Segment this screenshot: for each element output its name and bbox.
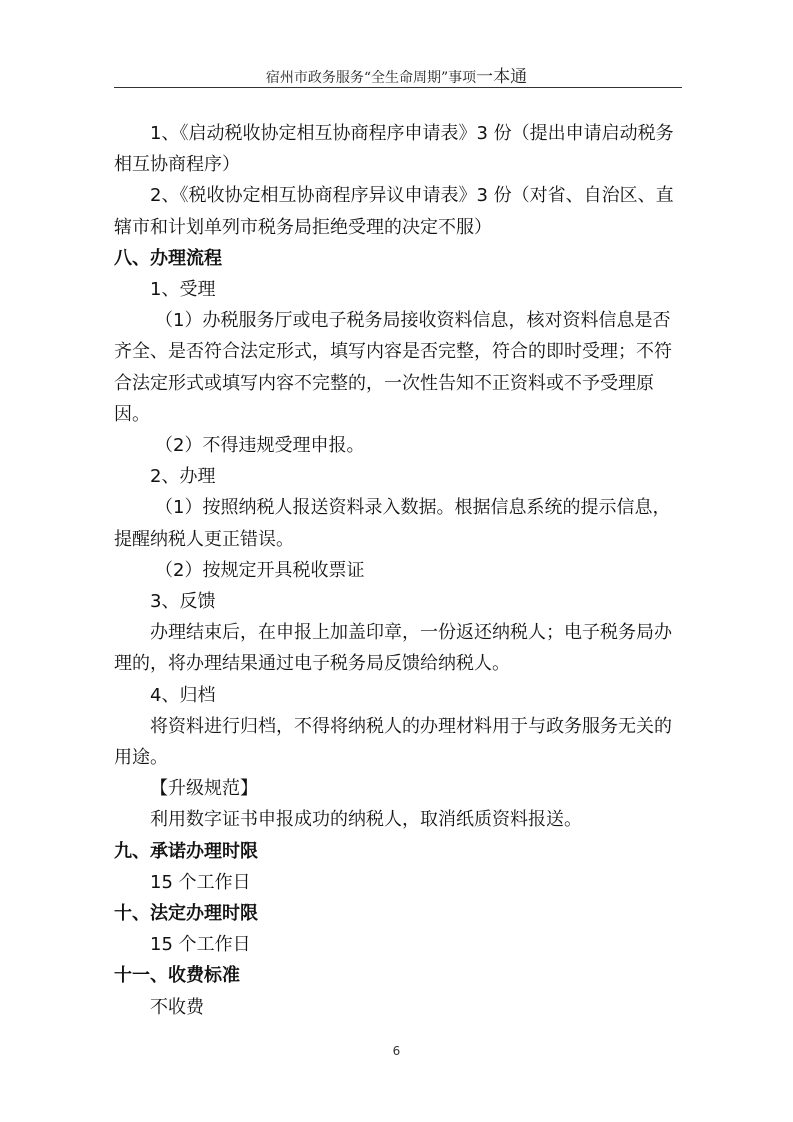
page-number: 6: [392, 1044, 401, 1058]
section-heading-9: 九、承诺办理时限: [114, 840, 258, 862]
fee-value: 不收费: [150, 996, 204, 1018]
step-heading-archive: 4、归档: [150, 684, 216, 706]
step-heading-process: 2、办理: [150, 466, 216, 488]
step-archive-text: 将资料进行归档，不得将纳税人的办理材料用于与政务服务无关的用途。: [114, 715, 672, 769]
legal-time-value: 15 个工作日: [150, 934, 251, 956]
header-text: 宿州市政务服务“全生命周期”事项: [265, 70, 477, 86]
header-text-large: 一本通: [476, 67, 528, 87]
step-feedback-text: 办理结束后，在申报上加盖印章，一份返还纳税人；电子税务局办理的，将办理结果通过电子税务局反馈给纳税人。: [114, 622, 672, 675]
section-heading-11: 十一、收费标准: [114, 965, 240, 987]
step-process-item-1: （1）按照纳税人报送资料录入数据。根据信息系统的提示信息，提醒纳税人更正错误。: [114, 497, 671, 550]
step-accept-item-1: （1）办税服务厅或电子税务局接收资料信息，核对资料信息是否齐全、是否符合法定形式，填写内容是否完整，符合的即时受理；不符合法定形式或填写内容不完整的，一次性告知不正资料或不予受理原因。: [114, 310, 672, 425]
section-heading-10: 十、法定办理时限: [114, 903, 258, 925]
promised-time-value: 15 个工作日: [150, 871, 251, 893]
header-rule: [114, 87, 682, 88]
material-item-1: 1、《启动税收协定相互协商程序申请表》3 份（提出申请启动税务相互协商程序）: [114, 123, 674, 176]
running-header: [0, 62, 793, 87]
upgrade-heading: 【升级规范】: [150, 778, 258, 800]
material-item-2: 2、《税收协定相互协商程序异议申请表》3 份（对省、自治区、直辖市和计划单列市税务局拒绝受理的决定不服）: [114, 185, 674, 238]
step-heading-accept: 1、受理: [150, 279, 216, 301]
page-body: [114, 118, 686, 1023]
step-accept-item-2: （2）不得违规受理申报。: [155, 435, 365, 457]
upgrade-text: 利用数字证书申报成功的纳税人，取消纸质资料报送。: [150, 809, 582, 831]
step-process-item-2: （2）按规定开具税收票证: [155, 559, 365, 581]
step-heading-feedback: 3、反馈: [150, 591, 216, 613]
section-heading-8: 八、办理流程: [114, 247, 222, 269]
